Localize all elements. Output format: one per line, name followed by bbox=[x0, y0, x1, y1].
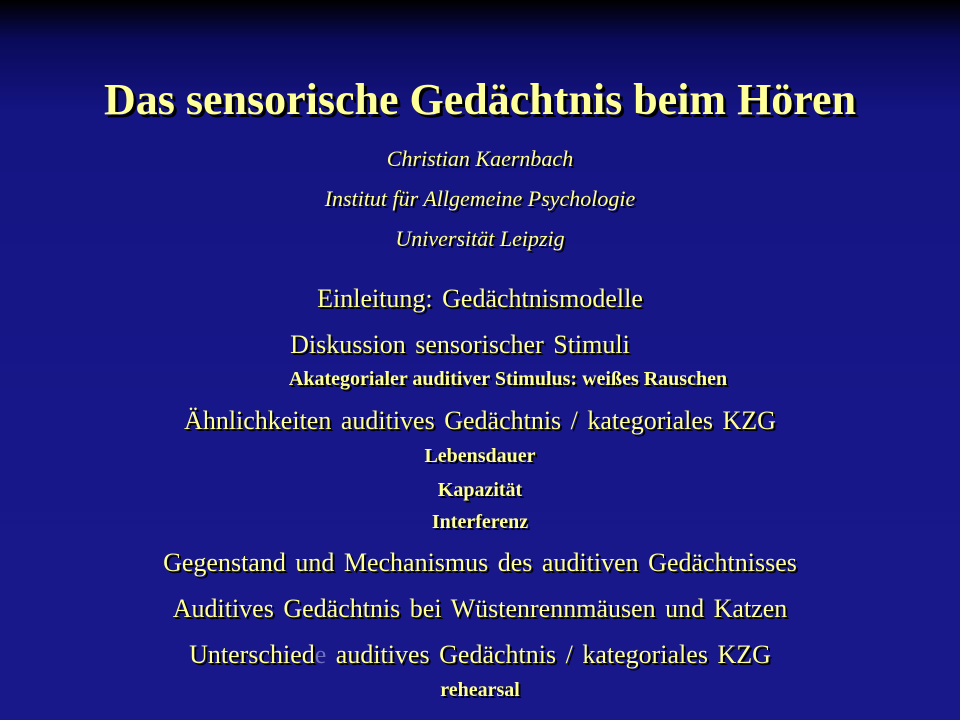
outline-subitem-interference: Interferenz bbox=[431, 511, 529, 533]
differences-text-start: Unterschied bbox=[189, 640, 315, 669]
author-institute: Institut für Allgemeine Psychologie bbox=[324, 186, 636, 211]
author-university: Universität Leipzig bbox=[395, 226, 565, 251]
outline-subitem-white-noise: Akategorialer auditiver Stimulus: weißes Rauschen bbox=[288, 368, 728, 390]
outline-item-gerbils-cats: Auditives Gedächtnis bei Wüstenrennmäusen und Katzen bbox=[172, 594, 788, 623]
outline-item-differences bbox=[0, 640, 960, 670]
outline-item-mechanism: Gegenstand und Mechanismus des auditiven Gedächtnisses bbox=[163, 548, 797, 577]
slide-title: Das sensorische Gedächtnis beim Hören bbox=[103, 75, 857, 124]
outline-subitem-lifetime: Lebensdauer bbox=[424, 445, 536, 467]
author-name: Christian Kaernbach bbox=[386, 146, 574, 171]
outline-subitem-capacity: Kapazität bbox=[437, 479, 523, 501]
outline-item-introduction: Einleitung: Gedächtnismodelle bbox=[317, 284, 643, 313]
differences-faint-letter: e bbox=[314, 640, 327, 669]
outline-subitem-rehearsal: rehearsal bbox=[440, 679, 520, 701]
outline-item-similarities: Ähnlichkeiten auditives Gedächtnis / kategoriales KZG bbox=[184, 406, 776, 435]
outline-item-stimuli: Diskussion sensorischer Stimuli bbox=[290, 330, 630, 359]
differences-text-end: auditives Gedächtnis / kategoriales KZG bbox=[326, 640, 771, 669]
